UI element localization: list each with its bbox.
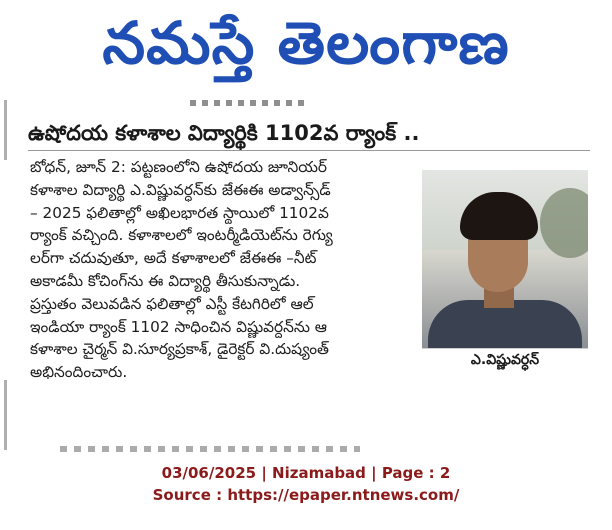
body-line: ప్రస్తుతం వెలువడిన ఫలితాల్లో ఎస్టీ కేటగిరిలో ఆల్ (30, 294, 314, 313)
body-line: కళాశాల చైర్మన్ వి.సూర్యప్రకాశ్, డైరెక్టర్ వి.దుష్యంత్ (30, 340, 329, 359)
next-article-stub (60, 446, 360, 452)
column-edge-mark (4, 100, 7, 160)
previous-article-stub (190, 100, 310, 106)
column-edge-mark (4, 380, 7, 450)
body-line: ఇండియా ర్యాంక్ 1102 సాధించిన విష్ణువర్ధన్‌ను ఆ (30, 317, 327, 336)
body-line: అభినందించారు. (30, 363, 128, 382)
body-line: అకాడమీ కోచింగ్‌ను ఈ విద్యార్థి తీసుకున్నాడు. (30, 271, 301, 290)
article-headline: ఉషోదయ కళాశాల విద్యార్థికి 1102వ ర్యాంక్ .. (28, 121, 420, 145)
headline-divider (28, 150, 590, 151)
newspaper-logo: నమస్తే తెలంగాణ (102, 9, 510, 77)
body-line: కళాశాల విద్యార్థి ఎ.విష్ణువర్ధన్‌కు జేఈఈ అడ్వాన్స్‌డ్ (30, 180, 331, 199)
source-footer (0, 462, 612, 506)
source-line: Source : https://epaper.ntnews.com/ (152, 486, 460, 504)
body-line: – 2025 ఫలితాల్లో అఖిలభారత స్థాయిలో 1102వ (30, 203, 329, 222)
body-line: ర్యాంక్ వచ్చింది. కళాశాలలో ఇంటర్మీడియెట్‌ను రెగ్యు (30, 226, 333, 245)
body-line: బోధన్, జూన్ 2: పట్టణంలోని ఉషోదయ జూనియర్ (30, 158, 327, 176)
edition-line: 03/06/2025 | Nizamabad | Page : 2 (161, 464, 451, 482)
student-photo (422, 170, 588, 348)
masthead (0, 0, 612, 92)
photo-caption: ఎ.విష్ణువర్ధన్ (422, 348, 588, 371)
article-body (30, 156, 424, 384)
body-line: లర్‌గా చదువుతూ, అదే కళాశాలలో జేఈఈ –నీట్ (30, 249, 317, 268)
